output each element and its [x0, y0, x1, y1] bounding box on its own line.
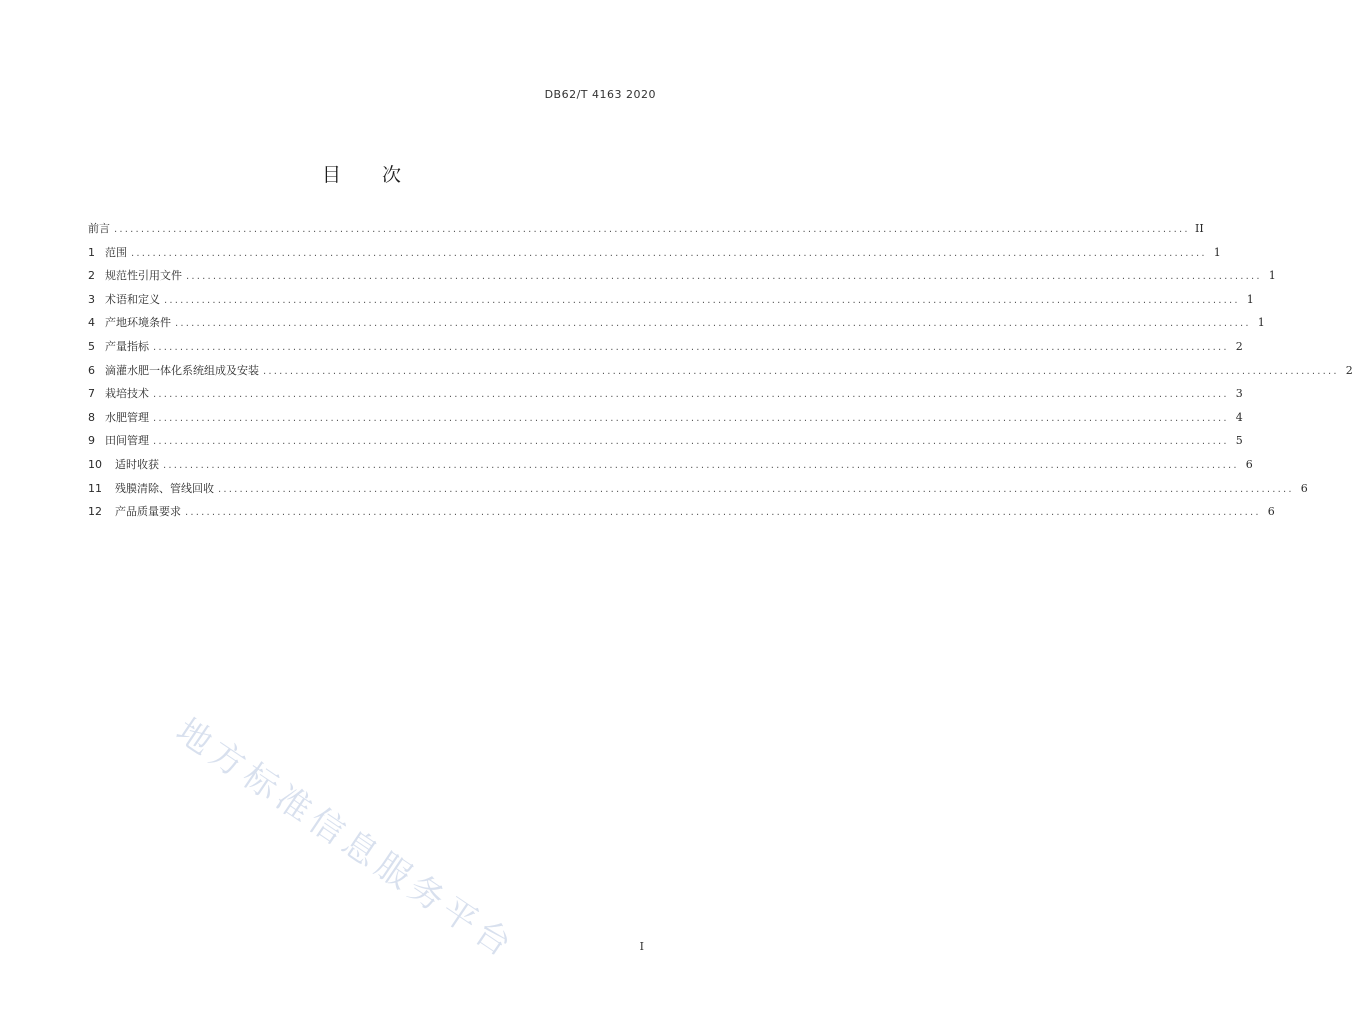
toc-item-title: 范围 — [105, 245, 127, 259]
toc-list — [88, 217, 1353, 524]
toc-item-number: 11 — [88, 481, 102, 495]
toc-item-page: 4 — [1235, 410, 1243, 424]
toc-item-number: 12 — [88, 505, 102, 519]
toc-item-3[interactable] — [88, 288, 1254, 312]
toc-item-title: 前言 — [88, 222, 110, 235]
toc-leader-dots: ........................................................................................................................................................................................................ — [186, 271, 1262, 283]
toc-item-page: 2 — [1235, 339, 1243, 353]
toc-item-page: 1 — [1246, 292, 1254, 306]
toc-item-page: 6 — [1267, 505, 1275, 519]
toc-item-11[interactable] — [88, 477, 1308, 501]
toc-item-page: 1 — [1257, 316, 1265, 330]
toc-item-7[interactable] — [88, 382, 1243, 406]
toc-item-10[interactable] — [88, 453, 1253, 477]
toc-item-number: 10 — [88, 457, 102, 471]
toc-item-title: 栽培技术 — [105, 387, 149, 401]
toc-leader-dots: ........................................................................................................................................................................................................ — [185, 507, 1261, 519]
toc-item-page: 5 — [1235, 434, 1243, 448]
toc-item-number: 5 — [88, 339, 95, 353]
toc-leader-dots: ........................................................................................................................................................................................................ — [153, 341, 1229, 353]
toc-leader-dots: ........................................................................................................................................................................................................ — [131, 247, 1207, 259]
toc-item-number: 8 — [88, 410, 95, 424]
toc-title-part2: 次 — [382, 164, 403, 186]
toc-title-part1: 目 — [321, 164, 342, 186]
toc-title — [0, 160, 724, 187]
toc-item-title: 产地环境条件 — [105, 316, 171, 330]
toc-item-number: 2 — [88, 269, 95, 283]
toc-item-2[interactable] — [88, 264, 1276, 288]
toc-item-8[interactable] — [88, 406, 1243, 430]
toc-leader-dots: ........................................................................................................................................................................................................ — [153, 389, 1229, 401]
toc-item-title: 术语和定义 — [105, 292, 160, 306]
toc-item-page: 2 — [1345, 363, 1353, 377]
toc-item-page: 1 — [1213, 245, 1221, 259]
toc-item-page: 3 — [1235, 387, 1243, 401]
toc-leader-dots: ........................................................................................................................................................................................................ — [153, 412, 1229, 424]
toc-item-number: 4 — [88, 316, 95, 330]
toc-item-number: 6 — [88, 363, 95, 377]
toc-leader-dots: ........................................................................................................................................................................................................ — [153, 436, 1229, 448]
toc-leader-dots: ........................................................................................................................................................................................................ — [114, 224, 1190, 235]
toc-item-1[interactable] — [88, 241, 1221, 265]
toc-item-9[interactable] — [88, 429, 1243, 453]
toc-item-title: 滴灌水肥一体化系统组成及安装 — [105, 363, 259, 377]
toc-item-page: 1 — [1268, 269, 1276, 283]
toc-item-title: 水肥管理 — [105, 410, 149, 424]
toc-item-foreword[interactable] — [88, 217, 1204, 241]
toc-item-6[interactable] — [88, 359, 1353, 383]
toc-item-title: 规范性引用文件 — [105, 269, 182, 283]
toc-item-number: 3 — [88, 292, 95, 306]
toc-item-page: 6 — [1300, 481, 1308, 495]
watermark: 地方标准信息服务平台 — [168, 710, 523, 968]
toc-leader-dots: ........................................................................................................................................................................................................ — [175, 318, 1251, 330]
toc-item-title: 产品质量要求 — [115, 505, 181, 519]
toc-item-title: 田间管理 — [105, 434, 149, 448]
toc-item-title: 残膜清除、管线回收 — [115, 481, 214, 495]
toc-item-12[interactable] — [88, 500, 1275, 524]
toc-item-page: 6 — [1245, 457, 1253, 471]
toc-item-title: 产量指标 — [105, 339, 149, 353]
toc-item-4[interactable] — [88, 311, 1265, 335]
toc-item-page: II — [1195, 222, 1204, 235]
toc-item-number: 1 — [88, 245, 95, 259]
toc-item-title: 适时收获 — [115, 457, 159, 471]
document-code: DB62/T 4163 2020 — [544, 88, 656, 101]
toc-item-number: 7 — [88, 387, 95, 401]
toc-item-5[interactable] — [88, 335, 1243, 359]
toc-leader-dots: ........................................................................................................................................................................................................ — [263, 365, 1339, 377]
toc-leader-dots: ........................................................................................................................................................................................................ — [218, 483, 1294, 495]
toc-leader-dots: ........................................................................................................................................................................................................ — [163, 459, 1239, 471]
page-number: I — [639, 940, 644, 953]
toc-item-number: 9 — [88, 434, 95, 448]
toc-leader-dots: ........................................................................................................................................................................................................ — [164, 294, 1240, 306]
